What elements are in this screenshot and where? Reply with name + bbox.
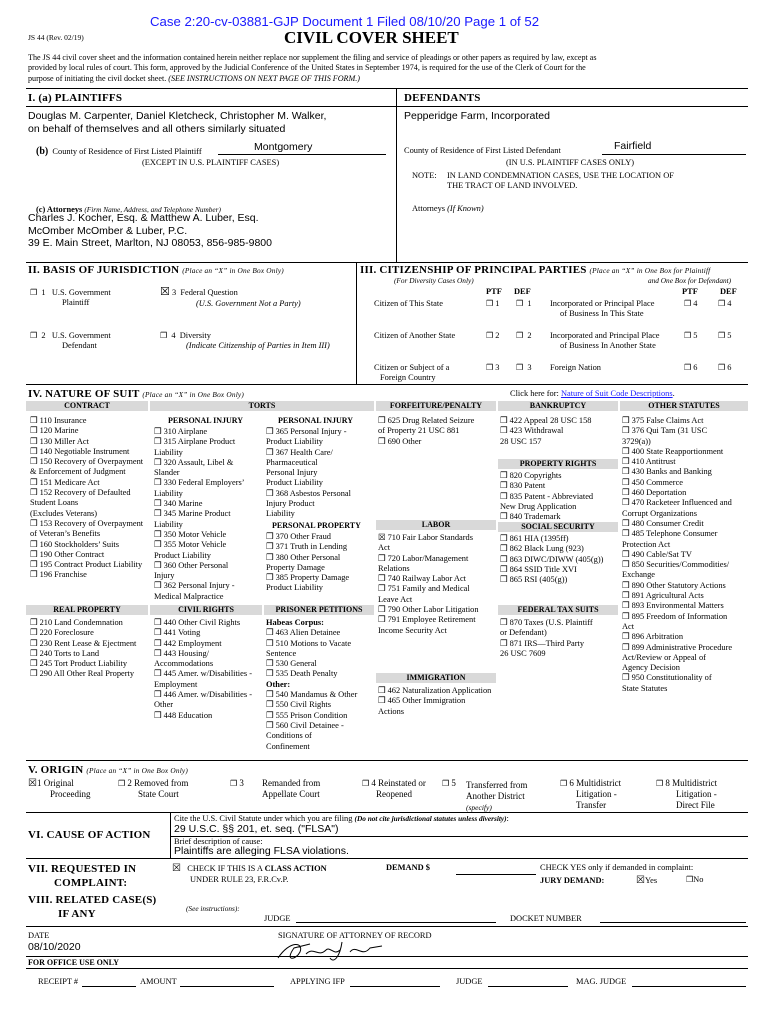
docket-label: DOCKET NUMBER [510, 914, 582, 923]
plaintiffs-heading: I. (a) PLAINTIFFS [28, 92, 123, 104]
amount-label: AMOUNT [140, 977, 177, 986]
office-judge-label: JUDGE [456, 977, 483, 986]
defendants-heading: DEFENDANTS [404, 92, 481, 104]
bankruptcy-list[interactable]: ❒ 422 Appeal 28 USC 158 ❒ 423 Withdrawal 28 USC 157 [500, 416, 592, 446]
jury-yes[interactable]: ☒Yes [636, 875, 658, 886]
date-field[interactable]: 08/10/2020 [28, 941, 81, 953]
contract-list[interactable]: ❒ 110 Insurance ❒ 120 Marine ❒ 130 Miller Act ❒ 140 Negotiable Instrument ❒ 150 Recovery of Overpayment & Enforcement of Judgment ❒ 151 Medicare Act ❒ 152 Recovery of Defaulted Student Loans (Excludes Veterans) ❒ 153 Recovery of Overpayment of Veteran’s Benefits ❒ 160 Stockholders’ Suits ❒ 190 Other Contract ❒ 195 Contract Product Liability ❒ 196 Franchise [30, 416, 144, 580]
brief-field[interactable]: Plaintiffs are alleging FLSA violations. [174, 845, 349, 857]
header-federal-tax: FEDERAL TAX SUITS [498, 605, 618, 615]
origin-6[interactable]: ❒ 6 Multidistrict Litigation - Transfer [560, 778, 622, 810]
header-forfeiture: FORFEITURE/PENALTY [376, 401, 496, 411]
personal-injury-2-heading: PERSONAL INJURY [278, 416, 354, 425]
rule-label: UNDER RULE 23, F.R.Cv.P. [190, 875, 289, 884]
civil-rights-list[interactable]: ❒ 440 Other Civil Rights ❒ 441 Voting ❒ 442 Employment ❒ 443 Housing/ Accommodations ❒ 445 Amer. w/Disabilities - Employment ❒ 446 Amer. w/Disabilities - Other ❒ 448 Education [154, 618, 252, 720]
header-contract: CONTRACT [26, 401, 148, 411]
header-labor: LABOR [376, 520, 496, 530]
labor-list[interactable]: ☒ 710 Fair Labor Standards Act ❒ 720 Labor/Management Relations ❒ 740 Railway Labor Act ❒ 751 Family and Medical Leave Act ❒ 790 Other Labor Litigation ❒ 791 Employee Retirement Income Security Act [378, 533, 479, 635]
case-stamp: Case 2:20-cv-03881-GJP Document 1 Filed 08/10/20 Page 1 of 52 [150, 14, 540, 29]
related-judge-label: JUDGE [264, 914, 291, 923]
personal-injury-2-list[interactable]: ❒ 365 Personal Injury - Product Liability ❒ 367 Health Care/ Pharmaceutical Personal Injury Product Liability ❒ 368 Asbestos Personal Injury Product Liability [266, 427, 351, 519]
jurisdiction-1[interactable]: ❒ 1 U.S. Government Plaintiff [30, 288, 111, 307]
immigration-list[interactable]: ❒ 462 Naturalization Application ❒ 465 Other Immigration Actions [378, 686, 492, 716]
personal-injury-list[interactable]: ❒ 310 Airplane ❒ 315 Airplane Product Liability ❒ 320 Assault, Libel & Slander ❒ 330 Federal Employers’ Liability ❒ 340 Marine ❒ 345 Marine Product Liability ❒ 350 Motor Vehicle ❒ 355 Motor Vehicle Product Liability ❒ 360 Other Personal Injury ❒ 362 Personal Injury - Medical Malpractice [154, 427, 245, 601]
cause-heading: VI. CAUSE OF ACTION [28, 829, 151, 841]
header-prisoner: PRISONER PETITIONS [264, 605, 374, 615]
header-property-rights: PROPERTY RIGHTS [498, 459, 618, 469]
ptf-header: PTF [486, 287, 502, 296]
citizenship-hint3: and One Box for Defendant) [648, 276, 732, 285]
federal-tax-list[interactable]: ❒ 870 Taxes (U.S. Plaintiff or Defendant) ❒ 871 IRS—Third Party 26 USC 7609 [500, 618, 593, 658]
statute-field[interactable]: 29 U.S.C. §§ 201, et. seq. ("FLSA") [174, 823, 339, 835]
page-title: CIVIL COVER SHEET [284, 28, 459, 47]
prisoner-list[interactable]: Habeas Corpus: ❒ 463 Alien Detainee ❒ 510 Motions to Vacate Sentence ❒ 530 General ❒ 535 Death Penalty Other: ❒ 540 Mandamus & Other ❒ 550 Civil Rights ❒ 555 Prison Condition ❒ 560 Civil Detainee - Conditions of Confinement [266, 618, 358, 751]
personal-property-list[interactable]: ❒ 370 Other Fraud ❒ 371 Truth in Lending ❒ 380 Other Personal Property Damage ❒ 385 Property Damage Product Liability [266, 532, 350, 593]
header-bankruptcy: BANKRUPTCY [498, 401, 618, 411]
header-torts: TORTS [150, 401, 374, 411]
personal-property-heading: PERSONAL PROPERTY [272, 521, 361, 530]
intro-text: The JS 44 civil cover sheet and the information contained herein neither replace nor supplement the filing and service of pleadings or other papers as required by law, except as provided by local rules of court. This form, approved by the Judicial Conference of the United States in September 1974, is required for the use of the Clerk of Court for the purpose of initiating the civil docket sheet. (SEE INSTRUCTIONS ON NEXT PAGE OF THIS FORM.) [28, 53, 597, 83]
nature-codes-link[interactable]: Click here for: Nature of Suit Code Descriptions. [510, 389, 675, 398]
def-header-2: DEF [720, 287, 737, 296]
jury-demand-label: JURY DEMAND: [540, 876, 605, 885]
citizenship-hint2: (For Diversity Cases Only) [394, 276, 474, 285]
header-social-security: SOCIAL SECURITY [498, 522, 618, 532]
ptf-header-2: PTF [682, 287, 698, 296]
office-use-label: FOR OFFICE USE ONLY [28, 958, 120, 967]
jurisdiction-3[interactable]: ☒ 3 Federal Question (U.S. Government Not a Party) [160, 285, 301, 308]
plaintiff-attorneys-label: (c) Attorneys (Firm Name, Address, and Telephone Number) [36, 205, 221, 214]
plaintiff-names[interactable]: Douglas M. Carpenter, Daniel Kletcheck, Christopher M. Walker, on behalf of themselves and all others similarly situated [28, 110, 327, 135]
header-civil-rights: CIVIL RIGHTS [150, 605, 262, 615]
class-action-checkbox[interactable]: ☒ CHECK IF THIS IS A CLASS ACTION [172, 863, 327, 874]
jurisdiction-2[interactable]: ❒ 2 U.S. Government Defendant [30, 331, 111, 350]
note-label: NOTE: [412, 171, 437, 180]
property-rights-list[interactable]: ❒ 820 Copyrights ❒ 830 Patent ❒ 835 Patent - Abbreviated New Drug Application ❒ 840 Trademark [500, 471, 594, 522]
origin-2[interactable]: ❒ 2 Removed from State Court [118, 778, 189, 799]
forfeiture-list[interactable]: ❒ 625 Drug Related Seizure of Property 21 USC 881 ❒ 690 Other [378, 416, 475, 446]
origin-5[interactable]: ❒ 5 [442, 778, 456, 788]
date-label: DATE [28, 931, 50, 940]
signature-label: SIGNATURE OF ATTORNEY OF RECORD [278, 931, 432, 940]
citizen-row-3[interactable]: Citizen or Subject of a Foreign Country [374, 363, 450, 382]
social-security-list[interactable]: ❒ 861 HIA (1395ff) ❒ 862 Black Lung (923) ❒ 863 DIWC/DIWW (405(g)) ❒ 864 SSID Title XVI ❒ 865 RSI (405(g)) [500, 534, 604, 585]
related-heading: VIII. RELATED CASE(S) IF ANY [28, 894, 157, 920]
nature-heading: IV. NATURE OF SUIT (Place an “X” in One Box Only) [28, 388, 244, 400]
jurisdiction-heading: II. BASIS OF JURISDICTION (Place an “X” in One Box Only) [28, 264, 284, 276]
related-hint: (See instructions): [186, 904, 240, 913]
origin-5-label: Transferred from Another District (specify) [466, 780, 528, 812]
citizen-row-1[interactable]: Citizen of This State [374, 299, 443, 308]
attorney-signature [270, 936, 390, 966]
cite-label: Cite the U.S. Civil Statute under which you are filing (Do not cite jurisdictional statutes unless diversity): [174, 814, 509, 823]
defendant-county-label: County of Residence of First Listed Defendant [404, 146, 561, 155]
defendant-county-value[interactable]: Fairfield [614, 140, 652, 152]
origin-4[interactable]: ❒ 4 Reinstated or Reopened [362, 778, 426, 799]
header-other: OTHER STATUTES [620, 401, 748, 411]
other-statutes-list[interactable]: ❒ 375 False Claims Act ❒ 376 Qui Tam (31 USC 3729(a)) ❒ 400 State Reapportionment ❒ 410 Antitrust ❒ 430 Banks and Banking ❒ 450 Commerce ❒ 460 Deportation ❒ 470 Racketeer Influenced and Corrupt Organizations ❒ 480 Consumer Credit ❒ 485 Telephone Consumer Protection Act ❒ 490 Cable/Sat TV ❒ 850 Securities/Commodities/ Exchange ❒ 890 Other Statutory Actions ❒ 891 Agricultural Acts ❒ 893 Environmental Matters ❒ 895 Freedom of Information Act ❒ 896 Arbitration ❒ 899 Administrative Procedure Act/Review or Appeal of Agency Decision ❒ 950 Constitutionality of State Statutes [622, 416, 733, 693]
origin-3-label: Remanded from Appellate Court [262, 778, 321, 799]
mag-judge-label: MAG. JUDGE [576, 977, 627, 986]
brief-label: Brief description of cause: [174, 837, 263, 846]
def-header: DEF [514, 287, 531, 296]
header-real-property: REAL PROPERTY [26, 605, 148, 615]
personal-injury-heading: PERSONAL INJURY [168, 416, 244, 425]
citizen-row-2[interactable]: Citizen of Another State [374, 331, 456, 340]
origin-3[interactable]: ❒ 3 [230, 778, 244, 788]
real-property-list[interactable]: ❒ 210 Land Condemnation ❒ 220 Foreclosure ❒ 230 Rent Lease & Ejectment ❒ 240 Torts to Land ❒ 245 Tort Product Liability ❒ 290 All Other Real Property [30, 618, 137, 679]
check-yes-label: CHECK YES only if demanded in complaint: [540, 863, 694, 872]
receipt-label: RECEIPT # [38, 977, 79, 986]
plaintiff-county-value[interactable]: Montgomery [254, 141, 313, 153]
defendant-attorneys-label: Attorneys (If Known) [412, 204, 484, 213]
defendant-in-us-note: (IN U.S. PLAINTIFF CASES ONLY) [506, 158, 635, 167]
demand-label: DEMAND $ [386, 863, 430, 872]
origin-heading: V. ORIGIN (Place an “X” in One Box Only) [28, 764, 188, 776]
ifp-label: APPLYING IFP [290, 977, 345, 986]
plaintiff-attorneys[interactable]: Charles J. Kocher, Esq. & Matthew A. Luber, Esq. McOmber McOmber & Luber, P.C. 39 E. Main Street, Marlton, NJ 08053, 856-985-9800 [28, 212, 272, 250]
plaintiff-county-label: (b) County of Residence of First Listed Plaintiff [36, 146, 202, 157]
header-immigration: IMMIGRATION [376, 673, 496, 683]
jurisdiction-4[interactable]: ❒ 4 Diversity (Indicate Citizenship of Parties in Item III) [160, 331, 330, 350]
defendant-names[interactable]: Pepperidge Farm, Incorporated [404, 110, 550, 122]
jury-no[interactable]: ❒No [686, 875, 704, 884]
form-id: JS 44 (Rev. 02/19) [28, 33, 84, 42]
note-text: IN LAND CONDEMNATION CASES, USE THE LOCATION OF THE TRACT OF LAND INVOLVED. [447, 171, 674, 190]
origin-1[interactable]: ☒1 Original Proceeding [28, 778, 91, 799]
plaintiff-except-note: (EXCEPT IN U.S. PLAINTIFF CASES) [142, 158, 280, 167]
citizenship-heading: III. CITIZENSHIP OF PRINCIPAL PARTIES (Place an “X” in One Box for Plaintiff [360, 264, 711, 276]
origin-8[interactable]: ❒ 8 Multidistrict Litigation - Direct File [656, 778, 718, 810]
requested-heading: VII. REQUESTED IN COMPLAINT: [28, 863, 137, 889]
